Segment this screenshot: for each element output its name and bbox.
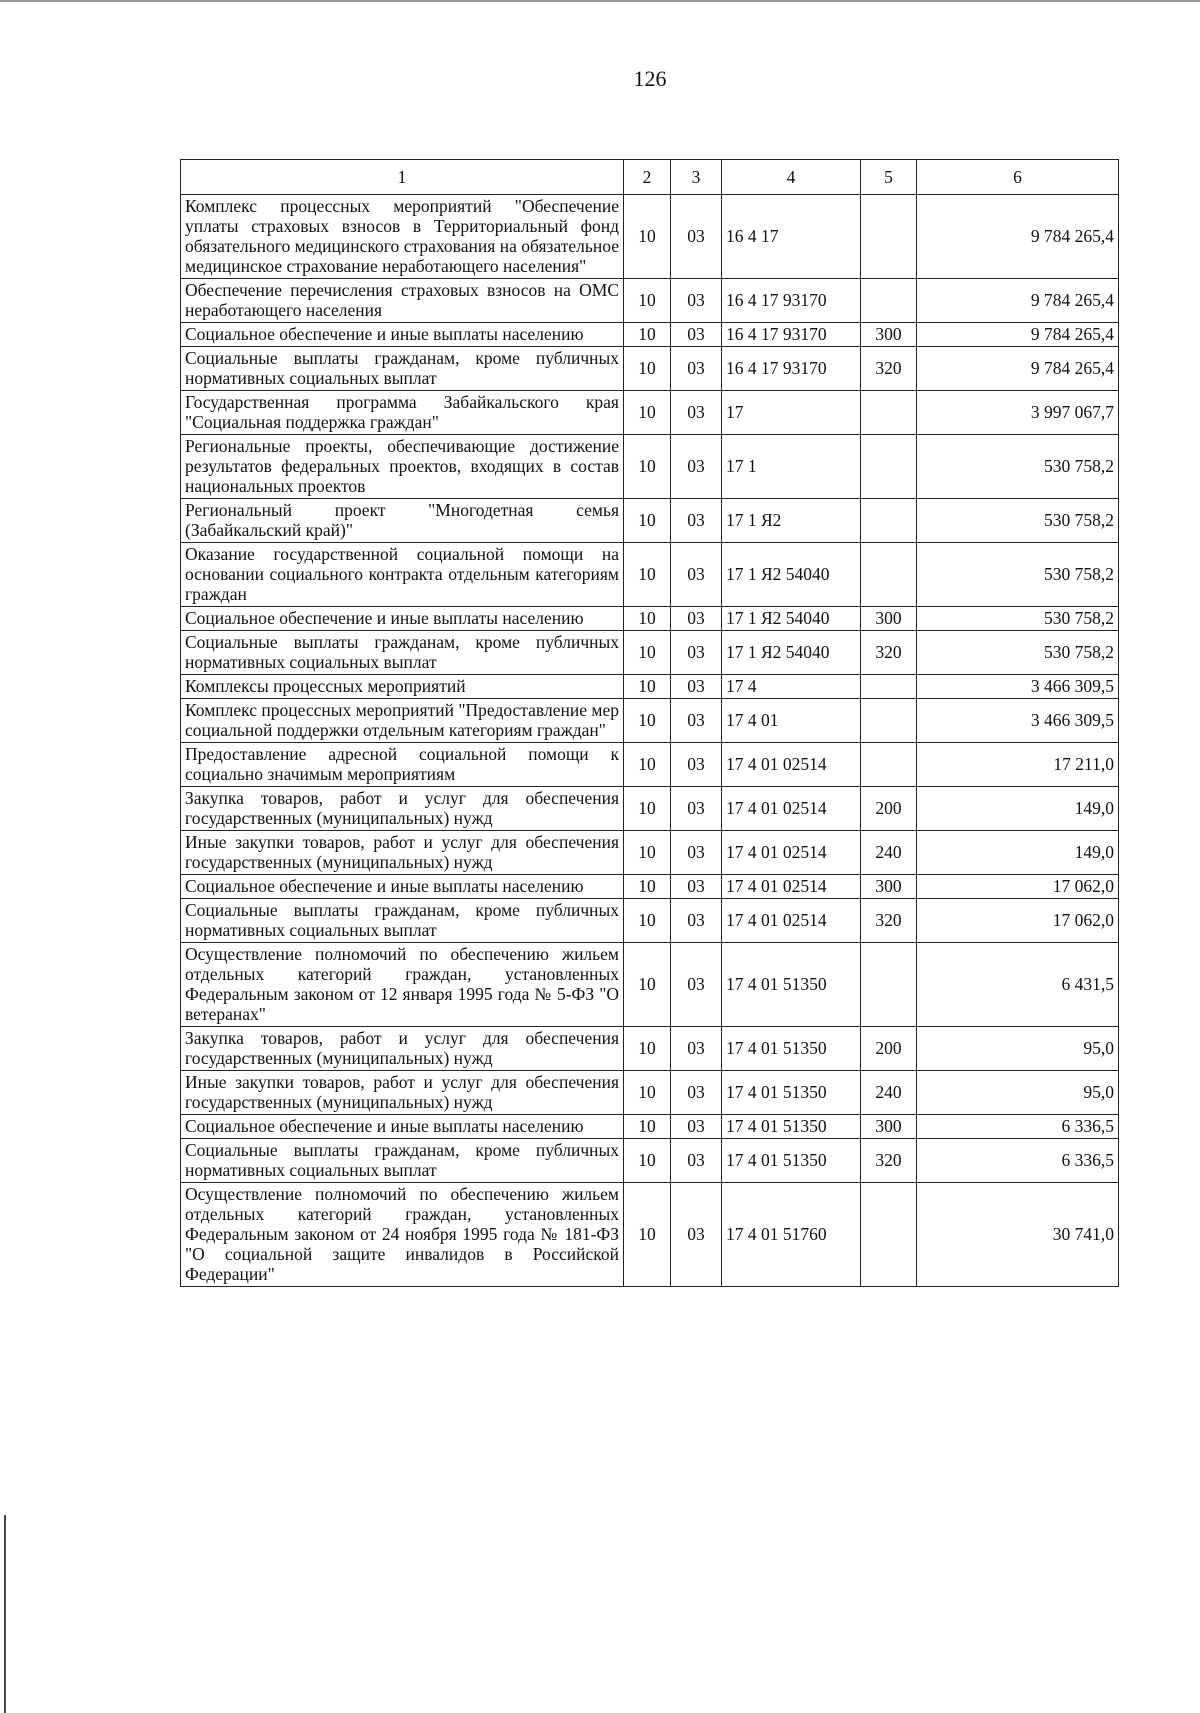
- row-expense-type: [861, 743, 917, 787]
- row-expense-type: [861, 675, 917, 699]
- table-row: [181, 1183, 1119, 1287]
- row-target-code: 17 4 01 02514: [722, 875, 861, 899]
- table-row: [181, 1071, 1119, 1115]
- table-row: [181, 499, 1119, 543]
- row-name: Комплексы процессных мероприятий: [181, 675, 624, 699]
- header-row: [181, 160, 1119, 195]
- row-amount: 17 062,0: [917, 899, 1119, 943]
- table-row: [181, 323, 1119, 347]
- row-name: Социальные выплаты гражданам, кроме публичных нормативных социальных выплат: [181, 1139, 624, 1183]
- row-expense-type: 240: [861, 831, 917, 875]
- row-expense-type: 300: [861, 607, 917, 631]
- row-section: 10: [624, 1071, 671, 1115]
- row-expense-type: [861, 499, 917, 543]
- row-amount: 6 431,5: [917, 943, 1119, 1027]
- row-section: 10: [624, 347, 671, 391]
- row-expense-type: 320: [861, 1139, 917, 1183]
- table-row: [181, 631, 1119, 675]
- table-row: [181, 1027, 1119, 1071]
- page-number: 126: [633, 66, 667, 91]
- row-subsection: 03: [671, 631, 722, 675]
- row-name: Социальные выплаты гражданам, кроме публичных нормативных социальных выплат: [181, 899, 624, 943]
- row-subsection: 03: [671, 1027, 722, 1071]
- row-target-code: 17 4 01 51350: [722, 1115, 861, 1139]
- row-amount: 530 758,2: [917, 435, 1119, 499]
- row-amount: 530 758,2: [917, 499, 1119, 543]
- row-section: 10: [624, 607, 671, 631]
- row-section: 10: [624, 323, 671, 347]
- row-subsection: 03: [671, 607, 722, 631]
- row-subsection: 03: [671, 1183, 722, 1287]
- row-section: 10: [624, 943, 671, 1027]
- table-row: [181, 699, 1119, 743]
- table-row: [181, 899, 1119, 943]
- row-expense-type: 320: [861, 631, 917, 675]
- row-target-code: 17 1 Я2 54040: [722, 607, 861, 631]
- row-name: Осуществление полномочий по обеспечению жильем отдельных категорий граждан, установленных Федеральным законом от 12 января 1995 года № 5-ФЗ "О ветеранах": [181, 943, 624, 1027]
- row-expense-type: 320: [861, 347, 917, 391]
- row-name: Государственная программа Забайкальского края "Социальная поддержка граждан": [181, 391, 624, 435]
- row-expense-type: 200: [861, 1027, 917, 1071]
- row-target-code: 16 4 17: [722, 195, 861, 279]
- table-row: [181, 675, 1119, 699]
- row-target-code: 17 4 01 02514: [722, 743, 861, 787]
- row-section: 10: [624, 787, 671, 831]
- row-amount: 30 741,0: [917, 1183, 1119, 1287]
- row-section: 10: [624, 391, 671, 435]
- row-expense-type: [861, 699, 917, 743]
- row-amount: 17 062,0: [917, 875, 1119, 899]
- header-cell-section: 2: [624, 160, 671, 195]
- row-name: Осуществление полномочий по обеспечению жильем отдельных категорий граждан, установленных Федеральным законом от 24 ноября 1995 года № 181-ФЗ "О социальной защите инвалидов в Российской Федерации": [181, 1183, 624, 1287]
- table-row: [181, 943, 1119, 1027]
- row-name: Оказание государственной социальной помощи на основании социального контракта отдельным категориям граждан: [181, 543, 624, 607]
- row-expense-type: [861, 435, 917, 499]
- row-expense-type: 240: [861, 1071, 917, 1115]
- row-subsection: 03: [671, 675, 722, 699]
- header-cell-name: 1: [181, 160, 624, 195]
- row-target-code: 17: [722, 391, 861, 435]
- row-target-code: 17 4 01 51350: [722, 1139, 861, 1183]
- row-subsection: 03: [671, 1115, 722, 1139]
- row-amount: 95,0: [917, 1071, 1119, 1115]
- row-amount: 530 758,2: [917, 631, 1119, 675]
- row-section: 10: [624, 279, 671, 323]
- row-expense-type: 200: [861, 787, 917, 831]
- row-target-code: 17 1 Я2 54040: [722, 543, 861, 607]
- row-subsection: 03: [671, 499, 722, 543]
- row-section: 10: [624, 1115, 671, 1139]
- row-section: 10: [624, 195, 671, 279]
- row-subsection: 03: [671, 435, 722, 499]
- row-amount: 9 784 265,4: [917, 347, 1119, 391]
- row-expense-type: [861, 391, 917, 435]
- header-cell-expense-type: 5: [861, 160, 917, 195]
- table-row: [181, 831, 1119, 875]
- row-section: 10: [624, 499, 671, 543]
- row-name: Иные закупки товаров, работ и услуг для обеспечения государственных (муниципальных) нужд: [181, 831, 624, 875]
- row-target-code: 17 4 01 51350: [722, 1027, 861, 1071]
- row-expense-type: [861, 195, 917, 279]
- row-section: 10: [624, 1183, 671, 1287]
- row-amount: 6 336,5: [917, 1139, 1119, 1183]
- row-subsection: 03: [671, 347, 722, 391]
- row-name: Иные закупки товаров, работ и услуг для обеспечения государственных (муниципальных) нужд: [181, 1071, 624, 1115]
- row-section: 10: [624, 831, 671, 875]
- table-row: [181, 1115, 1119, 1139]
- row-amount: 149,0: [917, 831, 1119, 875]
- row-section: 10: [624, 435, 671, 499]
- row-section: 10: [624, 743, 671, 787]
- row-section: 10: [624, 699, 671, 743]
- row-section: 10: [624, 631, 671, 675]
- row-subsection: 03: [671, 787, 722, 831]
- table-row: [181, 279, 1119, 323]
- row-subsection: 03: [671, 943, 722, 1027]
- row-subsection: 03: [671, 875, 722, 899]
- table-row: [181, 435, 1119, 499]
- row-subsection: 03: [671, 279, 722, 323]
- row-name: Предоставление адресной социальной помощи к социально значимым мероприятиям: [181, 743, 624, 787]
- row-amount: 3 466 309,5: [917, 699, 1119, 743]
- row-amount: 9 784 265,4: [917, 323, 1119, 347]
- table-row: [181, 787, 1119, 831]
- row-amount: 95,0: [917, 1027, 1119, 1071]
- row-expense-type: 300: [861, 875, 917, 899]
- scan-top-edge: [0, 0, 1200, 2]
- row-name: Социальное обеспечение и иные выплаты населению: [181, 875, 624, 899]
- table-row: [181, 1139, 1119, 1183]
- header-cell-subsection: 3: [671, 160, 722, 195]
- row-target-code: 17 4 01 51350: [722, 943, 861, 1027]
- row-target-code: 17 4 01: [722, 699, 861, 743]
- row-name: Региональные проекты, обеспечивающие достижение результатов федеральных проектов, входящих в состав национальных проектов: [181, 435, 624, 499]
- row-section: 10: [624, 675, 671, 699]
- row-subsection: 03: [671, 899, 722, 943]
- row-expense-type: 300: [861, 1115, 917, 1139]
- budget-table: [180, 159, 1119, 1287]
- table-row: [181, 607, 1119, 631]
- row-amount: 6 336,5: [917, 1115, 1119, 1139]
- row-name: Социальное обеспечение и иные выплаты населению: [181, 607, 624, 631]
- row-amount: 9 784 265,4: [917, 279, 1119, 323]
- row-name: Комплекс процессных мероприятий "Обеспечение уплаты страховых взносов в Территориальный фонд обязательного медицинского страхования на обязательное медицинское страхование неработающего населения": [181, 195, 624, 279]
- row-expense-type: 320: [861, 899, 917, 943]
- row-subsection: 03: [671, 195, 722, 279]
- row-amount: 17 211,0: [917, 743, 1119, 787]
- row-name: Социальные выплаты гражданам, кроме публичных нормативных социальных выплат: [181, 631, 624, 675]
- row-expense-type: [861, 279, 917, 323]
- row-target-code: 17 4: [722, 675, 861, 699]
- row-target-code: 16 4 17 93170: [722, 279, 861, 323]
- row-target-code: 17 4 01 02514: [722, 831, 861, 875]
- header-cell-amount: 6: [917, 160, 1119, 195]
- row-amount: 3 997 067,7: [917, 391, 1119, 435]
- row-section: 10: [624, 1027, 671, 1071]
- row-section: 10: [624, 875, 671, 899]
- table-body: [181, 195, 1119, 1287]
- row-subsection: 03: [671, 743, 722, 787]
- table-row: [181, 195, 1119, 279]
- row-expense-type: [861, 1183, 917, 1287]
- table-row: [181, 391, 1119, 435]
- row-section: 10: [624, 1139, 671, 1183]
- row-target-code: 17 4 01 51350: [722, 1071, 861, 1115]
- row-amount: 530 758,2: [917, 543, 1119, 607]
- row-amount: 530 758,2: [917, 607, 1119, 631]
- row-subsection: 03: [671, 1139, 722, 1183]
- row-name: Социальные выплаты гражданам, кроме публичных нормативных социальных выплат: [181, 347, 624, 391]
- row-name: Закупка товаров, работ и услуг для обеспечения государственных (муниципальных) нужд: [181, 787, 624, 831]
- row-subsection: 03: [671, 699, 722, 743]
- table-row: [181, 875, 1119, 899]
- row-name: Закупка товаров, работ и услуг для обеспечения государственных (муниципальных) нужд: [181, 1027, 624, 1071]
- row-target-code: 16 4 17 93170: [722, 347, 861, 391]
- table-row: [181, 543, 1119, 607]
- row-subsection: 03: [671, 1071, 722, 1115]
- row-expense-type: 300: [861, 323, 917, 347]
- row-target-code: 17 4 01 51760: [722, 1183, 861, 1287]
- row-name: Комплекс процессных мероприятий "Предоставление мер социальной поддержки отдельным категориям граждан": [181, 699, 624, 743]
- row-target-code: 17 4 01 02514: [722, 787, 861, 831]
- row-target-code: 17 1: [722, 435, 861, 499]
- row-target-code: 17 1 Я2 54040: [722, 631, 861, 675]
- row-target-code: 17 4 01 02514: [722, 899, 861, 943]
- row-name: Социальное обеспечение и иные выплаты населению: [181, 323, 624, 347]
- table-row: [181, 347, 1119, 391]
- row-expense-type: [861, 543, 917, 607]
- row-name: Обеспечение перечисления страховых взносов на ОМС неработающего населения: [181, 279, 624, 323]
- row-expense-type: [861, 943, 917, 1027]
- row-subsection: 03: [671, 391, 722, 435]
- row-subsection: 03: [671, 543, 722, 607]
- row-section: 10: [624, 899, 671, 943]
- row-section: 10: [624, 543, 671, 607]
- header-cell-target-code: 4: [722, 160, 861, 195]
- row-target-code: 17 1 Я2: [722, 499, 861, 543]
- row-name: Социальное обеспечение и иные выплаты населению: [181, 1115, 624, 1139]
- row-subsection: 03: [671, 831, 722, 875]
- row-subsection: 03: [671, 323, 722, 347]
- scan-left-edge: [4, 1515, 6, 1713]
- row-amount: 149,0: [917, 787, 1119, 831]
- table-row: [181, 743, 1119, 787]
- row-amount: 9 784 265,4: [917, 195, 1119, 279]
- row-target-code: 16 4 17 93170: [722, 323, 861, 347]
- row-name: Региональный проект "Многодетная семья (Забайкальский край)": [181, 499, 624, 543]
- row-amount: 3 466 309,5: [917, 675, 1119, 699]
